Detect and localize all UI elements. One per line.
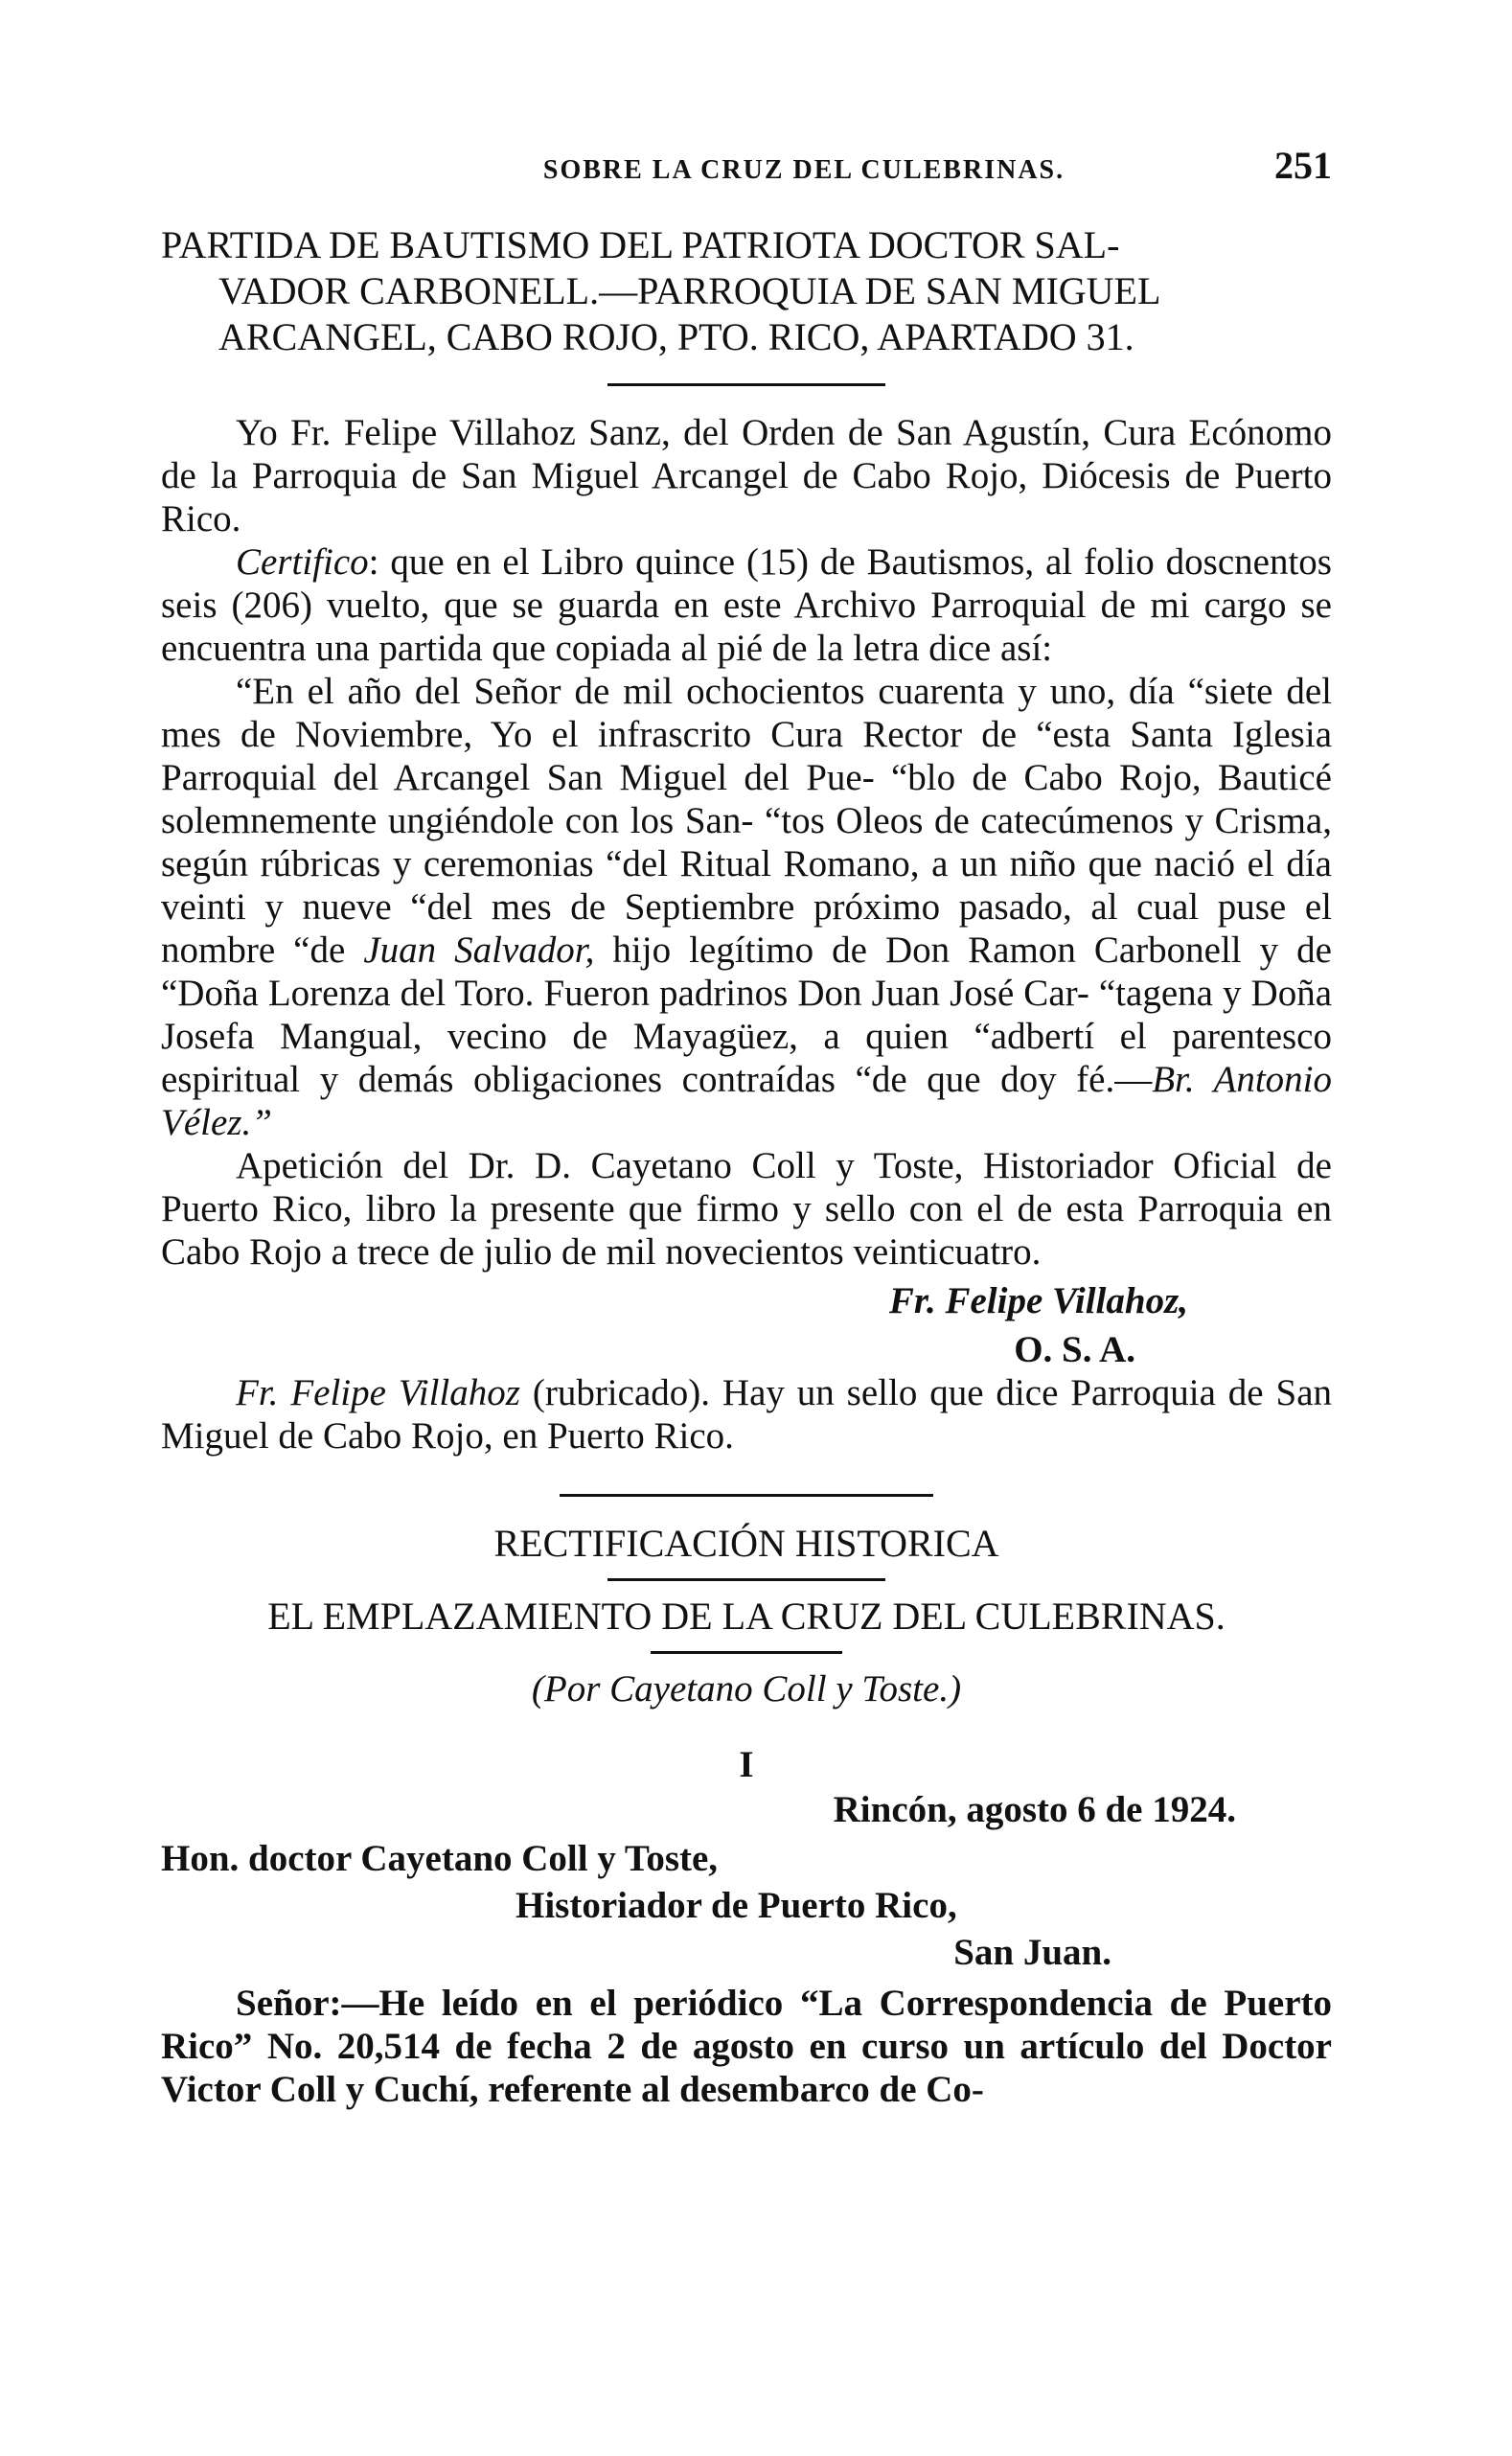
book-page bbox=[161, 144, 1332, 2111]
signature-order: O. S. A. bbox=[1014, 1329, 1135, 1370]
divider-rule bbox=[560, 1494, 933, 1497]
divider-rule bbox=[607, 1578, 885, 1581]
quote-text: hijo legítimo de Don Ramon Carbonell y de “Doña Lorenza del Toro. Fueron padrinos Don Juan José Car- “tagena y Doña Josefa Mangual, vecino de Mayagüez, a quien “adbertí el parentesco espiritual y demás obligaciones contraídas “de que doy fé.— bbox=[161, 930, 1332, 1100]
author-paren: ) bbox=[949, 1668, 962, 1710]
baptism-record-heading bbox=[161, 222, 1332, 360]
heading-line: ARCANGEL, CABO ROJO, PTO. RICO, APARTADO 31. bbox=[218, 315, 1134, 358]
heading-line: VADOR CARBONELL.—PARROQUIA DE SAN MIGUEL bbox=[218, 269, 1161, 312]
author-paren: ( bbox=[531, 1668, 544, 1710]
quote-signer: Br. Antonio Vélez.” bbox=[161, 1059, 1332, 1143]
running-title: SOBRE LA CRUZ DEL CULEBRINAS. bbox=[542, 155, 1065, 185]
heading-line: PARTIDA DE BAUTISMO DEL PATRIOTA DOCTOR SAL- bbox=[161, 223, 1120, 266]
intro-paragraph: Yo Fr. Felipe Villahoz Sanz, del Orden de San Agustín, Cura Ecónomo de la Parroquia de San Miguel Arcangel de Cabo Rojo, Diócesis de Puerto Rico. bbox=[161, 412, 1332, 539]
quote-text: “En el año del Señor de mil ochocientos cuarenta y uno, día “siete del mes de Noviembre, Yo el infrascrito Cura Rector de “esta Santa Iglesia Parroquial del Arcangel San Miguel del Pue- “blo de Cabo Rojo, Bauticé solemnemente ungiéndole con los San- “tos Oleos de catecúmenos y Crisma, según rúbricas y ceremonias “del Ritual Romano, a un niño que nació el día veinti y nueve “del mes de Septiembre próximo pasado, al cual puse el nombre “de bbox=[161, 671, 1332, 971]
letter-body: Señor:—He leído en el periódico “La Correspondencia de Puerto Rico” No. 20,514 de fecha 2 de agosto en curso un artículo del Doctor Victor Coll y Cuchí, referente al desembarco de Co- bbox=[161, 1983, 1332, 2110]
address-line: Historiador de Puerto Rico, bbox=[515, 1885, 957, 1926]
certification-text: : que en el Libro quince (15) de Bautismos, al folio doscnentos seis (206) vuelto, que se guarda en este Archivo Parroquial de mi cargo se encuentra una partida que copiada al pié de la letra dice así: bbox=[161, 541, 1332, 669]
address-line: San Juan. bbox=[953, 1932, 1111, 1973]
child-name: Juan Salvador, bbox=[363, 930, 595, 971]
request-paragraph: Apetición del Dr. D. Cayetano Coll y Toste, Historiador Oficial de Puerto Rico, libro la presente que firmo y sello con el de esta Parroquia en Cabo Rojo a trece de julio de mil novecientos veinticuatro. bbox=[161, 1145, 1332, 1273]
letter-date: Rincón, agosto 6 de 1924. bbox=[833, 1789, 1236, 1830]
certifico-word: Certifico bbox=[236, 541, 369, 583]
signature-name: Fr. Felipe Villahoz, bbox=[888, 1280, 1188, 1321]
note-name: Fr. Felipe Villahoz bbox=[236, 1372, 520, 1413]
section-title: RECTIFICACIÓN HISTORICA bbox=[493, 1522, 999, 1565]
running-header bbox=[161, 144, 1332, 203]
section-numeral: I bbox=[739, 1744, 754, 1785]
baptism-quote bbox=[161, 670, 1332, 1144]
page-number: 251 bbox=[1274, 144, 1332, 187]
divider-rule bbox=[607, 383, 885, 386]
note-text: (rubricado). Hay un sello que dice Parroquia de San Miguel de Cabo Rojo, en Puerto Rico. bbox=[161, 1372, 1333, 1457]
author-line bbox=[161, 1667, 1332, 1710]
divider-rule bbox=[651, 1651, 842, 1654]
author-name: Por Cayetano Coll y Toste. bbox=[543, 1668, 950, 1710]
certification-paragraph bbox=[161, 540, 1332, 670]
seal-note bbox=[161, 1371, 1332, 1458]
address-line: Hon. doctor Cayetano Coll y Toste, bbox=[161, 1838, 719, 1879]
section-subtitle: EL EMPLAZAMIENTO DE LA CRUZ DEL CULEBRINAS. bbox=[267, 1595, 1226, 1638]
